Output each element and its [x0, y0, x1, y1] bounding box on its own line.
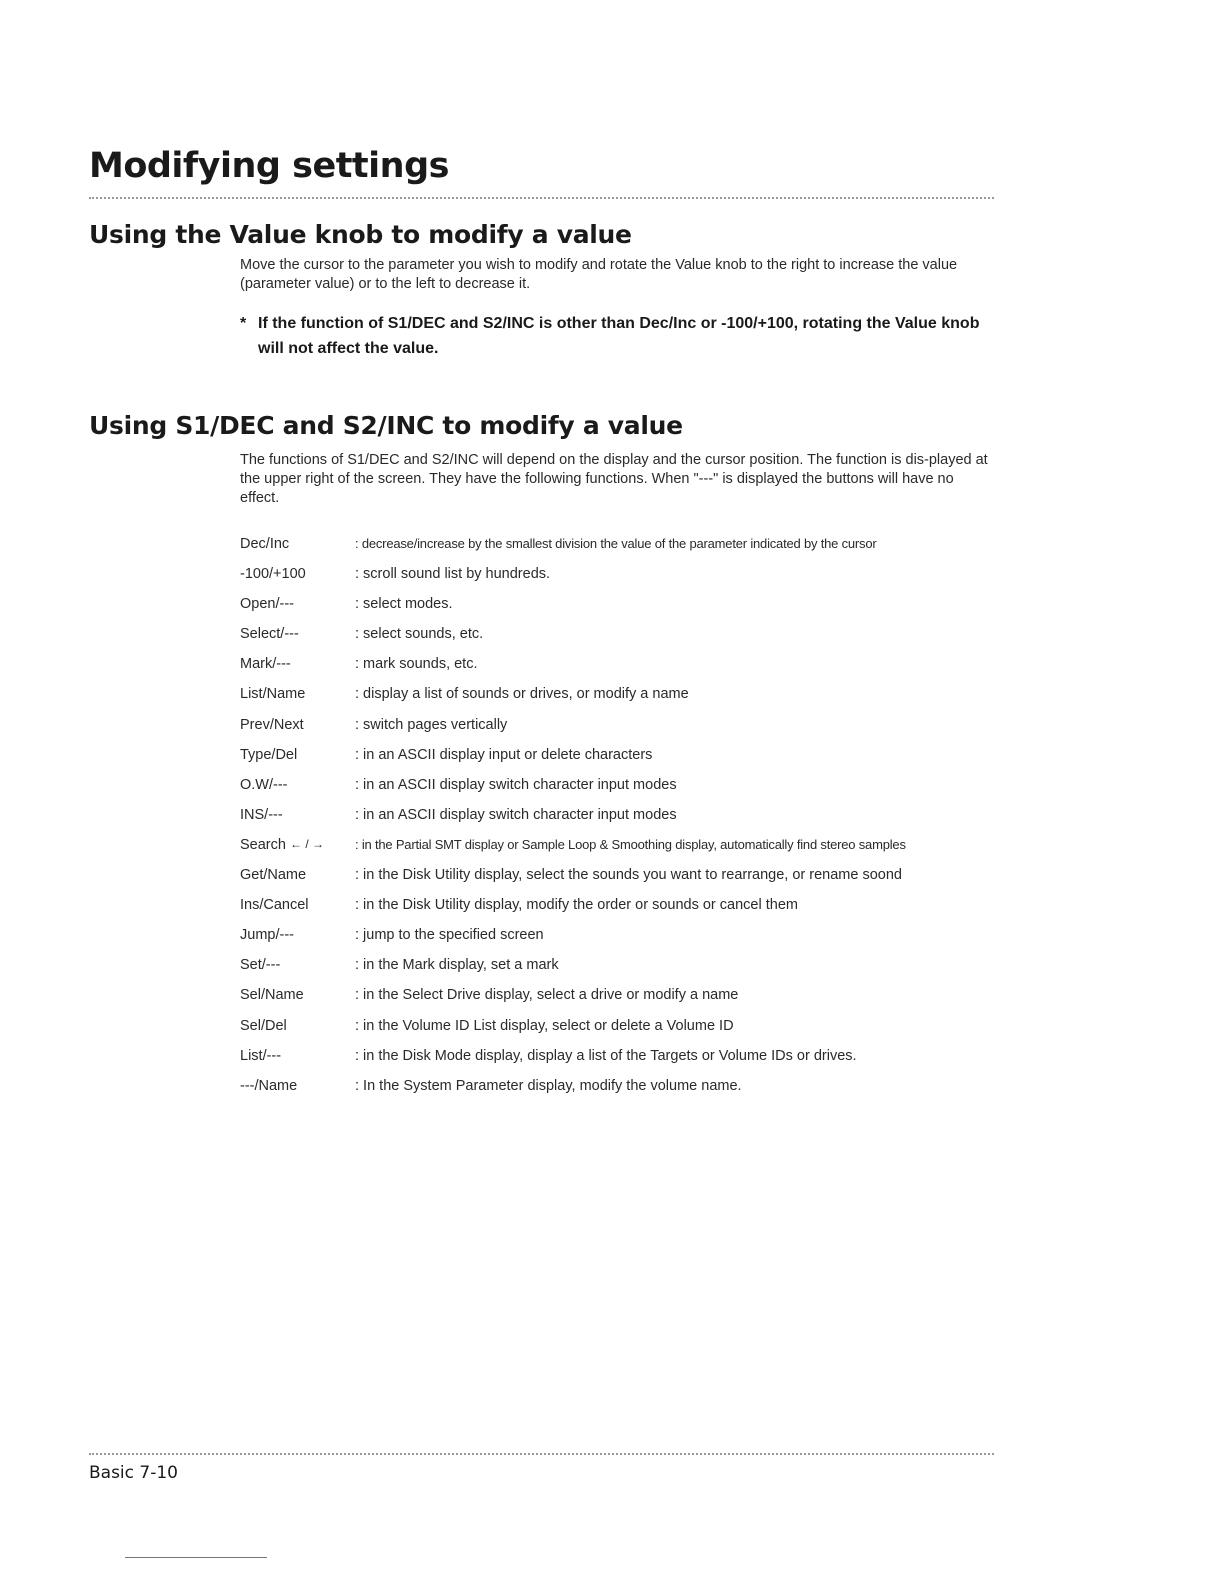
function-name: List/Name: [240, 686, 306, 703]
function-desc: : switch pages vertically: [355, 716, 508, 733]
footer-divider: [89, 1453, 994, 1455]
function-name: O.W/---: [240, 776, 288, 793]
function-name: Dec/Inc: [240, 536, 290, 552]
function-name: [240, 837, 355, 853]
function-desc: : in an ASCII display switch character input modes: [355, 806, 677, 823]
function-name: Sel/Name: [240, 987, 304, 1004]
function-name-text: Search: [240, 836, 286, 853]
function-name: Jump/---: [240, 927, 294, 944]
function-name: Ins/Cancel: [240, 897, 309, 914]
function-desc: : in the Mark display, set a mark: [355, 957, 559, 974]
function-name: ---/Name: [240, 1077, 298, 1094]
function-row: [240, 897, 1000, 927]
function-name: Select/---: [240, 626, 299, 643]
page-footer: Basic 7-10: [89, 1463, 178, 1483]
function-name: List/---: [240, 1047, 282, 1064]
function-desc: : in an ASCII display switch character input modes: [355, 776, 677, 793]
function-row: [240, 747, 1000, 777]
function-desc: : in the Select Drive display, select a drive or modify a name: [355, 987, 739, 1004]
function-name: Type/Del: [240, 746, 298, 763]
function-desc: : in the Disk Utility display, modify the order or sounds or cancel them: [355, 897, 798, 914]
section-heading-s1-s2: Using S1/DEC and S2/INC to modify a value: [89, 411, 683, 440]
function-name: INS/---: [240, 806, 283, 823]
function-desc: : in the Volume ID List display, select or delete a Volume ID: [355, 1017, 734, 1034]
function-row: [240, 957, 1000, 987]
function-desc: : jump to the specified screen: [355, 927, 544, 944]
title-divider: [89, 197, 994, 199]
s1-s2-paragraph: The functions of S1/DEC and S2/INC will depend on the display and the cursor position. The function is dis-played at the upper right of the screen. They have the following functions. When "---" is displayed the buttons will have no effect.: [240, 452, 988, 506]
value-knob-note: [240, 311, 992, 361]
function-desc: : in an ASCII display input or delete characters: [355, 746, 653, 763]
function-list: [240, 536, 1000, 1108]
function-row: [240, 777, 1000, 807]
left-right-arrow-icon: ← / →: [289, 836, 324, 851]
function-row: [240, 837, 1000, 867]
function-name: -100/+100: [240, 566, 306, 583]
function-desc: : scroll sound list by hundreds.: [355, 566, 551, 583]
function-desc: : in the Disk Utility display, select the sounds you want to rearrange, or rename soond: [355, 867, 902, 884]
function-desc: : decrease/increase by the smallest division the value of the parameter indicated by the cursor: [355, 536, 877, 551]
function-row: [240, 536, 1000, 566]
page-title: Modifying settings: [89, 146, 449, 186]
function-desc: : in the Disk Mode display, display a list of the Targets or Volume IDs or drives.: [355, 1047, 857, 1064]
function-row: [240, 1018, 1000, 1048]
function-row: [240, 1048, 1000, 1078]
function-desc: : select sounds, etc.: [355, 626, 484, 643]
function-desc: : display a list of sounds or drives, or modify a name: [355, 686, 689, 703]
value-knob-paragraph: Move the cursor to the parameter you wish to modify and rotate the Value knob to the right to increase the value (parameter value) or to the left to decrease it.: [240, 257, 958, 292]
function-row: [240, 807, 1000, 837]
scan-artifact-line: [125, 1557, 267, 1558]
function-name: Sel/Del: [240, 1017, 287, 1034]
function-name: Get/Name: [240, 867, 307, 884]
function-name: Open/---: [240, 596, 294, 613]
function-row: [240, 566, 1000, 596]
function-name: Mark/---: [240, 656, 291, 673]
note-bullet: *: [240, 315, 247, 332]
function-desc: : mark sounds, etc.: [355, 656, 478, 673]
function-name: Set/---: [240, 957, 281, 974]
function-row: [240, 686, 1000, 716]
function-desc: : in the Partial SMT display or Sample Loop & Smoothing display, automatically find stereo samples: [355, 836, 906, 852]
function-row: [240, 717, 1000, 747]
note-text: If the function of S1/DEC and S2/INC is other than Dec/Inc or -100/+100, rotating the Value knob will not affect the value.: [258, 315, 980, 357]
function-row: [240, 626, 1000, 656]
function-row: [240, 927, 1000, 957]
function-desc: : select modes.: [355, 596, 453, 613]
function-row: [240, 987, 1000, 1017]
function-row: [240, 656, 1000, 686]
section-heading-value-knob: Using the Value knob to modify a value: [89, 220, 632, 249]
function-desc: : In the System Parameter display, modify the volume name.: [355, 1077, 742, 1094]
function-name: Prev/Next: [240, 716, 304, 733]
function-row: [240, 596, 1000, 626]
function-row: [240, 867, 1000, 897]
function-row: [240, 1078, 1000, 1108]
